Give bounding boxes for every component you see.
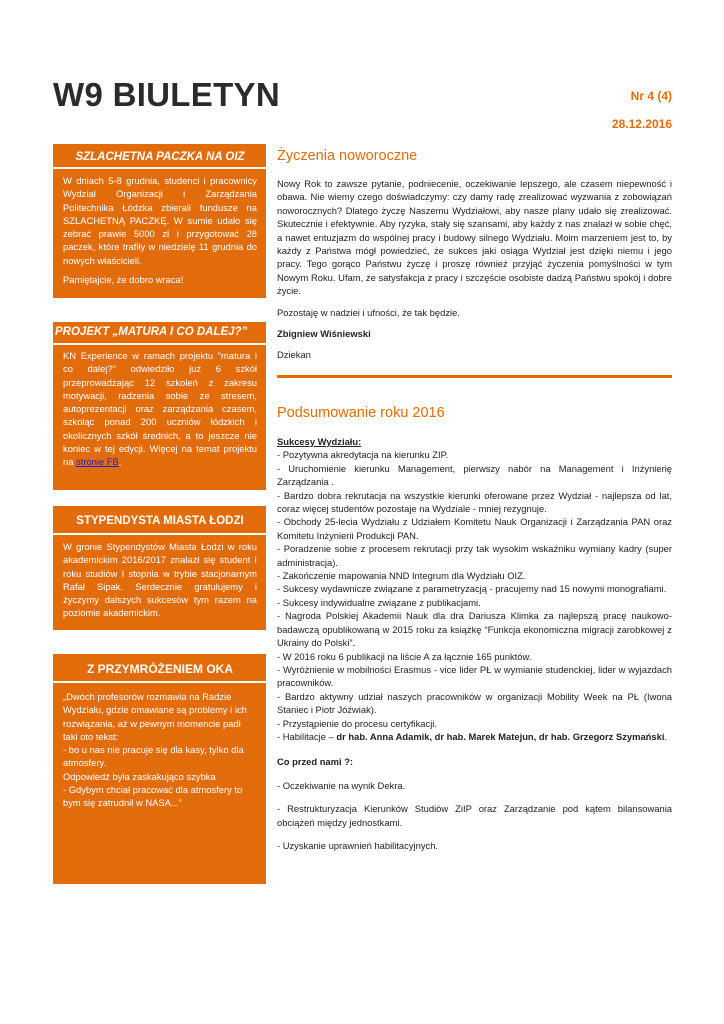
section-title: Życzenia noworoczne	[277, 148, 418, 164]
list-item: - Sukcesy indywidualne związane z publikacjami.	[277, 596, 481, 608]
author-name: Zbigniew Wiśniewski	[277, 328, 371, 340]
habilitation-suffix: .	[664, 730, 668, 742]
next-item: - Uzyskanie uprawnień habilitacyjnych.	[277, 839, 439, 851]
habilitation-names: dr hab. Anna Adamik, dr hab. Marek Matejun, dr hab. Grzegorz Szymański	[336, 730, 665, 742]
successes-heading: Sukcesy Wydziału:	[277, 436, 362, 447]
joke-line: „Dwóch profesorów rozmawia na Radzie Wydziału, gdzie omawiane są problemy i ich rozwiązania, aż w pewnym momencie padł taki oto tekst:	[63, 691, 247, 742]
list-item: - Przystąpienie do procesu certyfikacji.	[277, 717, 437, 729]
wishes-closing: Pozostaję w nadziei i ufności, że tak będzie.	[277, 306, 460, 318]
box-matura	[53, 322, 266, 490]
box-title: Z PRZYMRÓŻENIEM OKA	[87, 662, 233, 676]
box-title: STYPENDYSTA MIASTA ŁODZI	[76, 515, 244, 527]
joke-line: Odpowiedź była zaskakująco szybka	[63, 770, 216, 782]
next-item: - Oczekiwanie na wynik Dekra.	[277, 779, 406, 791]
list-item: - Obchody 25-lecia Wydziału z Udziałem Komitetu Nauk Organizacji i Zarządzania PAN oraz Komitetu Inżynierii Produkcji PAN.	[277, 516, 672, 541]
facebook-page-link[interactable]: stronie FB	[76, 456, 119, 468]
wishes-paragraph: Nowy Rok to zawsze pytanie, podniecenie, oczekiwanie lepszego, ale czasem niepewność i obawa. Nie wiemy czego doświadczymy: czy damy radę zrealizować wyzwania z zobowiązań noworocznych? Dlatego życzę Naszemu Wydziałowi, aby nasze plany udało się zrealizować. Skutecznie i efektywnie. Aby ryzyka, stały się szansami, aby każdy z nas znalazł w sobie chęć, a nawet entuzjazm do wspólnej pracy i budowy silnego Wydziału. Moim marzeniem jest to, by każdy z Państwa mógł powiedzieć, że sukces jaki osiąga Wydział jest dzięki niemu i jego pracy. Tego gorąco Państwu życzę i proszę również przyjąć życzenia pomyślności w tym Nowym Roku. Ufam, że satysfakcja z pracy i szczęście osobiste dadzą Państwu spokój i dobre życie.	[277, 178, 672, 297]
box-title: SZLACHETNA PACZKA NA OIZ	[75, 151, 245, 163]
author-role: Dziekan	[277, 349, 311, 361]
list-item: - Pozytywna akredytacja na kierunku ZIP.	[277, 449, 449, 461]
box-text-body: KN Experience w ramach projektu "matura i co dalej?" odwiedziło już 6 szkół przeprowadzając 12 szkoleń z zakresu motywacji, radzenia sobie ze stresem, autoprezentacji oraz zarządzania czasem, szkoląc ponad 200 uczniów łódzkich i okolicznych szkół średnich, a to jeszcze nie koniec w tej edycji. Więcej na temat projektu na	[63, 350, 257, 468]
wishes-section	[277, 148, 672, 368]
section-divider	[277, 375, 672, 378]
box-divider	[53, 533, 266, 535]
list-item: - Nagroda Polskiej Akademii Nauk dla dra Dariusza Klimka za najlepszą pracę naukowo-badawczą opublikowaną w 2015 roku za książkę “Funkcja ekonomiczna migracji zarobkowej z Ukrainy do Polski”.	[277, 610, 672, 649]
box-divider	[53, 343, 266, 345]
list-item: - Bardzo dobra rekrutacja na wszystkie kierunki oferowane przez Wydział - najlepsza od lat, coraz więcej studentów pozostaje na Wydziale - mniej rezygnuje.	[277, 489, 672, 515]
box-text	[63, 349, 257, 469]
box-divider	[53, 167, 266, 169]
box-z-przymruzeniem-oka	[53, 654, 266, 884]
list-item-habilitation	[277, 730, 672, 743]
list-item: - Wyróżnienie w mobilności Erasmus - vice lider PŁ w wymianie studenckiej, lider w wyjazdach pracowników.	[277, 663, 672, 689]
issue-number: Nr 4 (4)	[630, 89, 672, 103]
box-szlachetna-paczka	[53, 144, 266, 298]
joke-line: - bo u nas nie pracuje się dla kasy, tylko dla atmosfery.	[63, 744, 244, 769]
issue-date: 28.12.2016	[611, 117, 672, 131]
box-text: W dniach 5-8 grudnia, studenci i pracownicy Wydział Organizacji i Zarządzania Politechnika Łódzka zbierali fundusze na SZLACHETNĄ PACZKĘ. W sumie udało się zebrać prawie 5000 zł i przygotować 28 paczek, które trafiły w niedzielę 11 grudnia do nowych właścicieli.	[63, 175, 257, 266]
list-item: - Poradzenie sobie z procesem rekrutacji przy tak wysokim wskaźniku wymiany kadry (super administracja).	[277, 543, 672, 568]
successes-list	[277, 448, 672, 743]
box-closing: Pamiętajcie, że dobro wraca!	[63, 274, 184, 286]
list-item: - W 2016 roku 6 publikacji na liście A za łącznie 165 punktów.	[277, 650, 532, 662]
next-item: - Restrukturyzacja Kierunków Studiów ZiIP oraz Zarządzanie pod kątem bilansowania obciążeń między jednostkami.	[277, 803, 672, 828]
newsletter-title: W9 BIULETYN	[53, 76, 280, 113]
habilitation-prefix: - Habilitacje –	[277, 730, 337, 742]
section-title: Podsumowanie roku 2016	[277, 405, 445, 421]
box-stypendysta	[53, 506, 266, 630]
next-heading: Co przed nami ?:	[277, 756, 354, 768]
list-item: - Sukcesy wydawnicze związane z parametryzacją - pracujemy nad 15 nowymi monografiami.	[277, 583, 667, 595]
box-divider	[53, 681, 266, 683]
summary-section	[277, 405, 672, 852]
box-text: W gronie Stypendystów Miasta Łodzi w roku akademickim 2016/2017 znalazł się student I roku studiów I stopnia w trybie stacjonarnym Rafał Sipak. Serdecznie gratulujemy i życzymy dalszych sukcesów tym razem na poziomie akademickim.	[63, 541, 257, 619]
joke-line: - Gdybym chciał pracować dla atmosfery to bym się zatrudnił w NASA...”	[63, 784, 243, 809]
list-item: - Bardzo aktywny udział naszych pracowników w organizacji Mobility Week na PŁ (Iwona Staniec i Piotr Jóźwiak).	[277, 690, 672, 716]
box-text-end: .	[118, 456, 122, 468]
list-item: - Uruchomienie kierunku Management, pierwszy nabór na Management i Inżynierię Zarządzania .	[277, 462, 672, 488]
list-item: - Zakończenie mapowania NND Integrum dla Wydziału OIZ.	[277, 570, 526, 582]
box-title: PROJEKT „MATURA I CO DALEJ?”	[55, 326, 248, 338]
